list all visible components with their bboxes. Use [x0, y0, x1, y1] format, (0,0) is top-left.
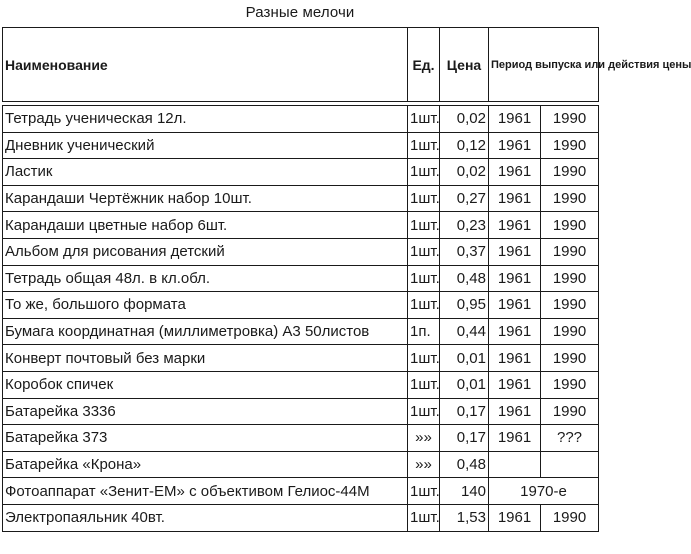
- cell-name: Тетрадь ученическая 12л.: [3, 106, 408, 133]
- table-row: [3, 106, 599, 133]
- header-unit: Ед.: [408, 28, 440, 102]
- cell-price: 0,12: [440, 132, 489, 159]
- table-header-row: [3, 28, 599, 102]
- cell-year-to: 1990: [541, 318, 599, 345]
- cell-year-from: 1961: [489, 345, 541, 372]
- cell-name: Коробок спичек: [3, 371, 408, 398]
- cell-year-from: 1961: [489, 238, 541, 265]
- cell-unit: 1шт.: [408, 398, 440, 425]
- table-row: [3, 478, 599, 505]
- cell-price: 1,53: [440, 504, 489, 531]
- table-row: [3, 425, 599, 452]
- table-row: [3, 504, 599, 531]
- cell-price: 0,48: [440, 451, 489, 478]
- cell-unit: 1шт.: [408, 212, 440, 239]
- cell-price: 0,01: [440, 345, 489, 372]
- cell-price: 0,27: [440, 185, 489, 212]
- cell-name: То же, большого формата: [3, 292, 408, 319]
- cell-price: 0,37: [440, 238, 489, 265]
- cell-price: 0,17: [440, 425, 489, 452]
- cell-name: Дневник ученический: [3, 132, 408, 159]
- cell-unit: 1шт.: [408, 185, 440, 212]
- cell-unit: 1шт.: [408, 371, 440, 398]
- table-row: [3, 132, 599, 159]
- price-table: [2, 27, 691, 532]
- table-caption: Разные мелочи: [245, 4, 355, 21]
- cell-unit: 1шт.: [408, 292, 440, 319]
- cell-year-to: 1990: [541, 345, 599, 372]
- cell-unit: 1п.: [408, 318, 440, 345]
- table-row: [3, 371, 599, 398]
- cell-price: 0,01: [440, 371, 489, 398]
- table-row: [3, 345, 599, 372]
- cell-price: 140: [440, 478, 489, 505]
- cell-unit: 1шт.: [408, 238, 440, 265]
- cell-unit: 1шт.: [408, 345, 440, 372]
- cell-unit: 1шт.: [408, 132, 440, 159]
- table-row: [3, 398, 599, 425]
- header-price: Цена: [440, 28, 489, 102]
- cell-name: Альбом для рисования детский: [3, 238, 408, 265]
- table-body: [3, 102, 599, 532]
- cell-year-from: 1961: [489, 265, 541, 292]
- cell-year-from: 1961: [489, 106, 541, 133]
- header-period: Период выпуска или действия цены: [489, 28, 599, 102]
- cell-year-from: 1961: [489, 212, 541, 239]
- cell-year-from: [489, 451, 541, 478]
- cell-name: Карандаши Чертёжник набор 10шт.: [3, 185, 408, 212]
- table-row: [3, 265, 599, 292]
- cell-year-to: 1990: [541, 265, 599, 292]
- cell-name: Батарейка 373: [3, 425, 408, 452]
- cell-price: 0,02: [440, 159, 489, 186]
- cell-year-to: 1990: [541, 212, 599, 239]
- cell-name: Конверт почтовый без марки: [3, 345, 408, 372]
- cell-name: Бумага координатная (миллиметровка) А3 50листов: [3, 318, 408, 345]
- cell-year-from: 1961: [489, 292, 541, 319]
- table-row: [3, 212, 599, 239]
- cell-unit: 1шт.: [408, 159, 440, 186]
- cell-name: Фотоаппарат «Зенит-ЕМ» с объективом Гелиос-44М: [3, 478, 408, 505]
- cell-year-to: 1990: [541, 292, 599, 319]
- cell-price: 0,17: [440, 398, 489, 425]
- cell-year-from: 1961: [489, 318, 541, 345]
- cell-name: Электропаяльник 40вт.: [3, 504, 408, 531]
- cell-year-from: 1961: [489, 504, 541, 531]
- cell-year-from: 1961: [489, 132, 541, 159]
- cell-price: 0,48: [440, 265, 489, 292]
- cell-period: 1970-е: [489, 478, 599, 505]
- table-row: [3, 185, 599, 212]
- table-row: [3, 159, 599, 186]
- cell-unit: 1шт.: [408, 504, 440, 531]
- cell-year-to: [541, 451, 599, 478]
- cell-year-from: 1961: [489, 398, 541, 425]
- cell-year-to: 1990: [541, 371, 599, 398]
- cell-year-from: 1961: [489, 185, 541, 212]
- cell-unit: 1шт.: [408, 478, 440, 505]
- cell-unit: »»: [408, 451, 440, 478]
- cell-name: Ластик: [3, 159, 408, 186]
- cell-unit: 1шт.: [408, 265, 440, 292]
- cell-year-to: 1990: [541, 106, 599, 133]
- cell-year-to: 1990: [541, 398, 599, 425]
- cell-year-from: 1961: [489, 371, 541, 398]
- table-row: [3, 451, 599, 478]
- cell-price: 0,02: [440, 106, 489, 133]
- header-name: Наименование: [3, 28, 408, 102]
- cell-price: 0,44: [440, 318, 489, 345]
- cell-unit: »»: [408, 425, 440, 452]
- cell-year-from: 1961: [489, 425, 541, 452]
- cell-year-from: 1961: [489, 159, 541, 186]
- table-row: [3, 292, 599, 319]
- cell-year-to: 1990: [541, 504, 599, 531]
- table-row: [3, 238, 599, 265]
- cell-name: Батарейка 3336: [3, 398, 408, 425]
- cell-year-to: 1990: [541, 185, 599, 212]
- cell-year-to: ???: [541, 425, 599, 452]
- cell-name: Карандаши цветные набор 6шт.: [3, 212, 408, 239]
- cell-price: 0,23: [440, 212, 489, 239]
- table-row: [3, 318, 599, 345]
- cell-year-to: 1990: [541, 159, 599, 186]
- cell-name: Батарейка «Крона»: [3, 451, 408, 478]
- cell-year-to: 1990: [541, 238, 599, 265]
- cell-name: Тетрадь общая 48л. в кл.обл.: [3, 265, 408, 292]
- cell-year-to: 1990: [541, 132, 599, 159]
- cell-unit: 1шт.: [408, 106, 440, 133]
- cell-price: 0,95: [440, 292, 489, 319]
